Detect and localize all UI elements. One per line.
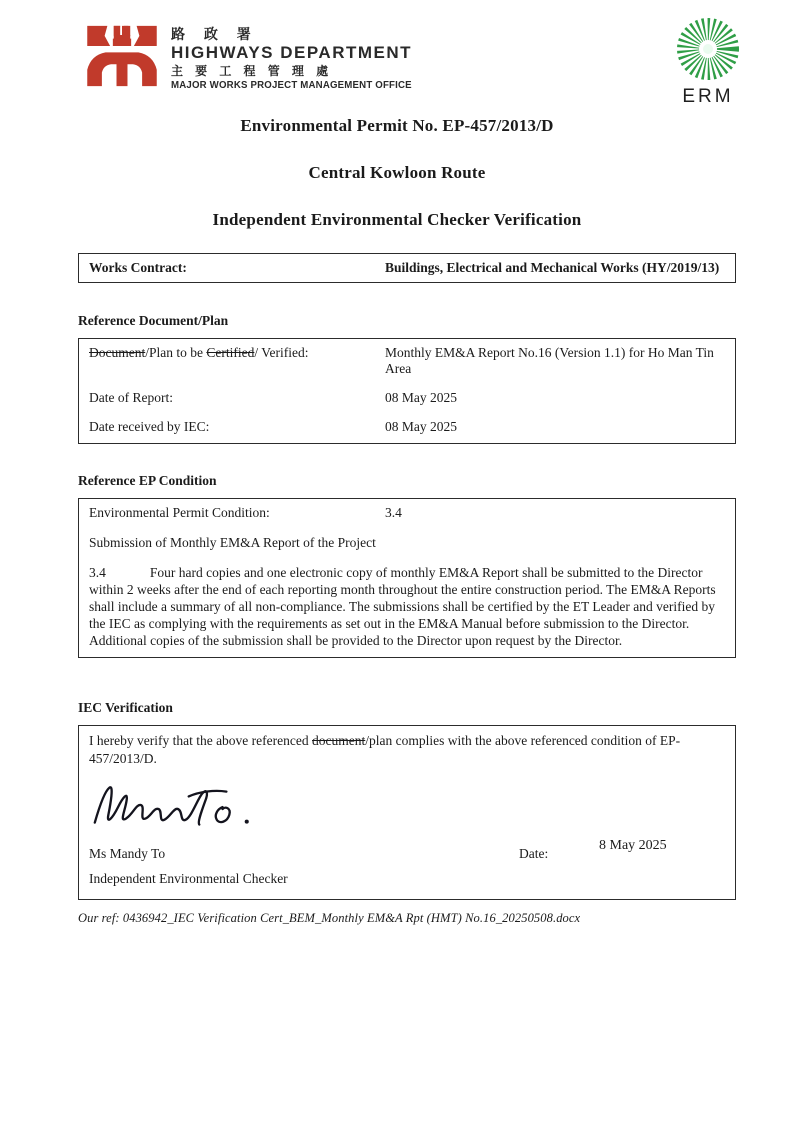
works-contract-box xyxy=(78,253,736,283)
clause-number: 3.4 xyxy=(89,565,106,580)
date-label: Date: xyxy=(519,846,549,862)
clause-text: Four hard copies and one electronic copy of monthly EM&A Report shall be submitted to the Director within 2 weeks after the end of each reporting month throughout the entire construction period. The EM&A Reports shall include a summary of all non-compliance. The submissions shall be certified by the ET Leader and verified by the IEC as complying with the requirements as set out in the EM&A Manual before submission to the Director. Additional copies of the submission shall be provided to the Director upon request by the Director. xyxy=(89,565,716,648)
verification-statement: I hereby verify that the above referenced document/plan complies with the above referenced condition of EP-457/2013/D. xyxy=(89,733,681,767)
ep-condition-value: 3.4 xyxy=(385,505,402,520)
signature xyxy=(89,780,725,842)
signatory-title: Independent Environmental Checker xyxy=(89,871,288,887)
document-body xyxy=(78,253,736,926)
date-received-row xyxy=(89,419,725,435)
date-received-value: 08 May 2025 xyxy=(385,419,457,434)
document-titles xyxy=(0,116,794,257)
reference-document-heading: Reference Document/Plan xyxy=(78,313,229,328)
office-name-english: MAJOR WORKS PROJECT MANAGEMENT OFFICE xyxy=(171,79,412,92)
highways-department-logo-icon xyxy=(85,24,159,88)
project-title: Central Kowloon Route xyxy=(308,163,486,182)
signatory-row xyxy=(89,838,725,863)
date-received-label: Date received by IEC: xyxy=(89,419,210,434)
header xyxy=(85,24,742,108)
date-of-report-label: Date of Report: xyxy=(89,390,173,405)
ep-condition-subheading: Submission of Monthly EM&A Report of the Project xyxy=(89,535,376,550)
reference-document-box xyxy=(78,338,736,444)
date-of-report-row xyxy=(89,390,725,406)
document-plan-value: Monthly EM&A Report No.16 (Version 1.1) for Ho Man Tin Area xyxy=(385,345,714,376)
our-ref-footer: Our ref: 0436942_IEC Verification Cert_BEM_Monthly EM&A Rpt (HMT) No.16_20250508.docx xyxy=(78,911,581,926)
highways-department-wordmark xyxy=(171,24,433,93)
erm-brand xyxy=(674,18,742,108)
works-contract-label: Works Contract: xyxy=(89,260,187,275)
dept-name-chinese: 路 政 署 xyxy=(171,27,258,43)
highways-department-brand xyxy=(85,24,433,93)
ep-condition-row xyxy=(89,505,725,521)
date-value: 8 May 2025 xyxy=(599,838,667,854)
erm-wordmark: ERM xyxy=(682,86,734,107)
ep-condition-label: Environmental Permit Condition: xyxy=(89,505,270,520)
permit-number-title: Environmental Permit No. EP-457/2013/D xyxy=(240,116,554,135)
date-of-report-value: 08 May 2025 xyxy=(385,390,457,405)
verification-title: Independent Environmental Checker Verification xyxy=(212,210,582,229)
signatory-name: Ms Mandy To xyxy=(89,846,166,862)
document-plan-row xyxy=(89,345,725,377)
reference-ep-box xyxy=(78,498,736,658)
reference-ep-heading: Reference EP Condition xyxy=(78,473,217,488)
works-contract-value: Buildings, Electrical and Mechanical Works (HY/2019/13) xyxy=(385,260,720,275)
office-name-chinese: 主 要 工 程 管 理 處 xyxy=(171,64,333,79)
iec-verification-heading: IEC Verification xyxy=(78,700,173,715)
erm-sunburst-icon xyxy=(674,18,742,86)
signature-handwriting-icon xyxy=(89,780,283,840)
document-plan-label: Document/Plan to be Certified/ Verified: xyxy=(89,345,309,360)
dept-name-english: HIGHWAYS DEPARTMENT xyxy=(171,42,413,62)
iec-verification-box xyxy=(78,725,736,900)
ep-condition-clause xyxy=(89,564,725,649)
